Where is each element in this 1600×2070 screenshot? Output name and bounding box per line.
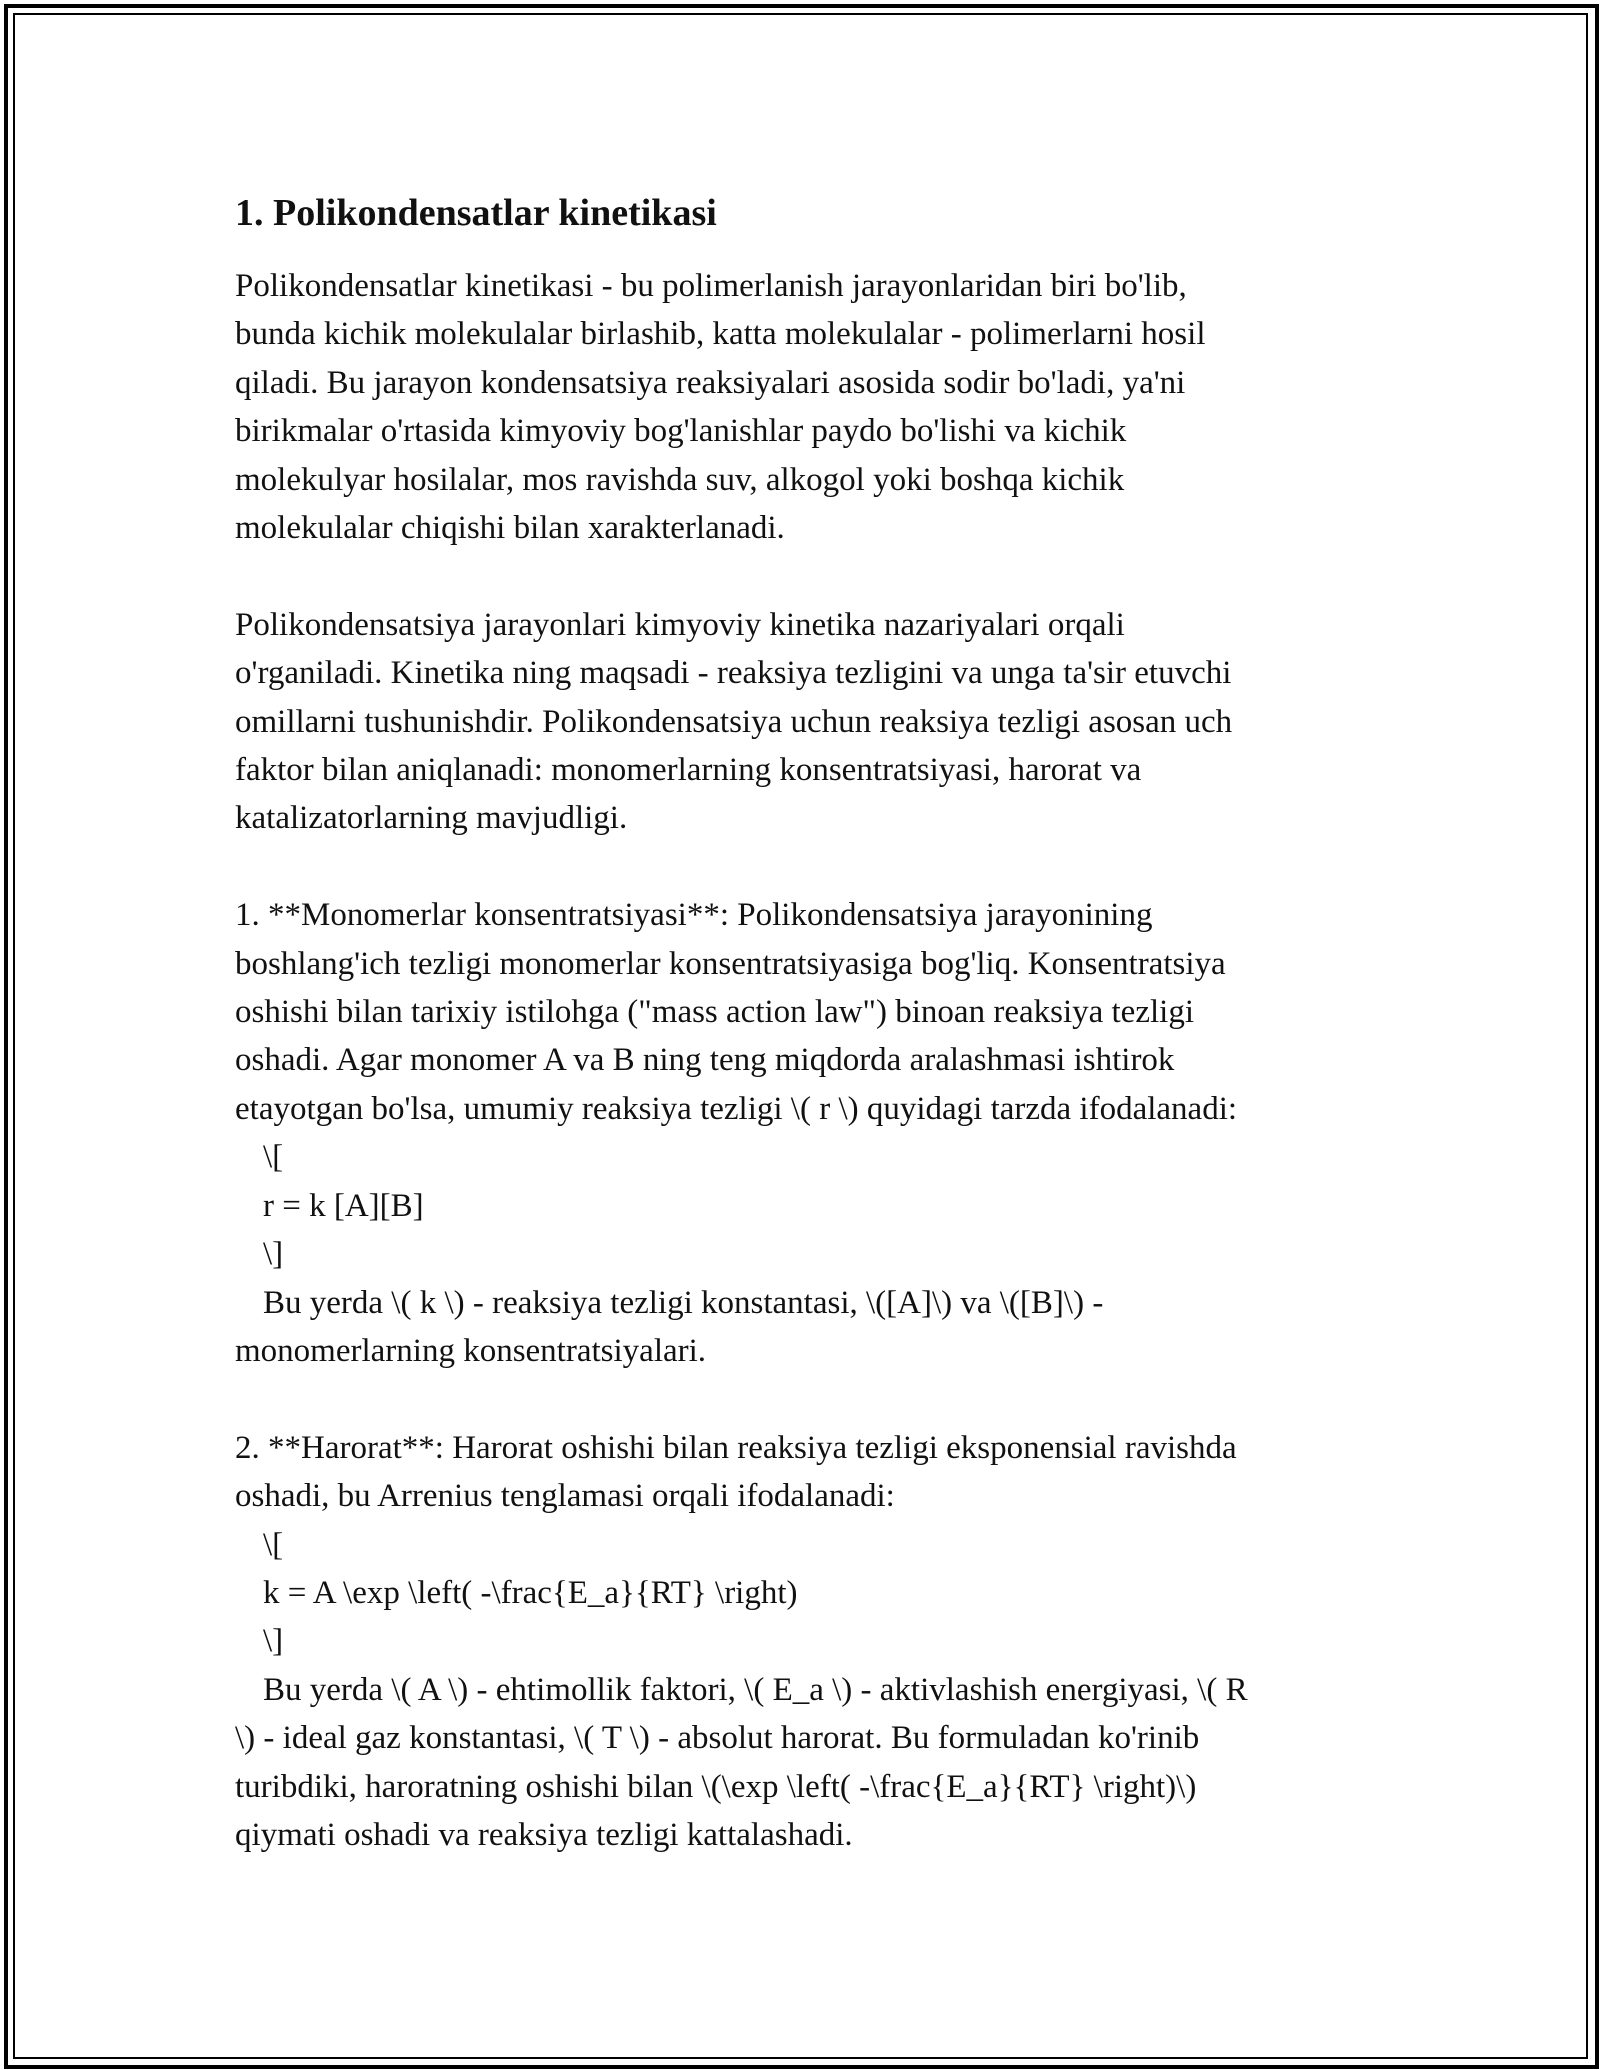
text-line: bunda kichik molekulalar birlashib, katta molekulalar - polimerlarni hosil xyxy=(235,316,1206,353)
section-heading: 1. Polikondensatlar kinetikasi xyxy=(235,192,717,234)
text-line: faktor bilan aniqlanadi: monomerlarning konsentratsiyasi, harorat va xyxy=(235,752,1142,789)
paragraph-kinetics xyxy=(235,601,1370,843)
text-line: oshadi, bu Arrenius tenglamasi orqali ifodalanadi: xyxy=(235,1478,895,1515)
paragraph-spacer xyxy=(235,552,1370,600)
text-line: oshadi. Agar monomer A va B ning teng miqdorda aralashmasi ishtirok xyxy=(235,1042,1175,1079)
text-line: \) - ideal gaz konstantasi, \( T \) - absolut harorat. Bu formuladan ko'rinib xyxy=(235,1720,1200,1757)
list-item-temperature xyxy=(235,1424,1370,1860)
text-line: qiladi. Bu jarayon kondensatsiya reaksiyalari asosida sodir bo'ladi, ya'ni xyxy=(235,364,1186,401)
list-item-concentration xyxy=(235,891,1370,1375)
text-line: Polikondensatsiya jarayonlari kimyoviy kinetika nazariyalari orqali xyxy=(235,606,1125,643)
text-line: monomerlarning konsentratsiyalari. xyxy=(235,1332,707,1369)
text-line: molekulyar hosilalar, mos ravishda suv, alkogol yoki boshqa kichik xyxy=(235,461,1125,498)
text-line: Bu yerda \( A \) - ehtimollik faktori, \( E_a \) - aktivlashish energiyasi, \( R xyxy=(263,1671,1248,1708)
text-line: Bu yerda \( k \) - reaksiya tezligi konstantasi, \([A]\) va \([B]\) - xyxy=(263,1284,1104,1321)
formula-line: r = k [A][B] xyxy=(263,1187,424,1224)
paragraph-intro xyxy=(235,262,1370,552)
formula-line: \] xyxy=(263,1623,284,1660)
text-line: katalizatorlarning mavjudligi. xyxy=(235,800,628,837)
text-line: turibdiki, haroratning oshishi bilan \(\exp \left( -\frac{E_a}{RT} \right)\) xyxy=(235,1768,1197,1805)
formula-line: \[ xyxy=(263,1139,284,1176)
document-body xyxy=(235,188,1370,1859)
text-line: etayotgan bo'lsa, umumiy reaksiya tezligi \( r \) quyidagi tarzda ifodalanadi: xyxy=(235,1090,1238,1127)
text-line: qiymati oshadi va reaksiya tezligi kattalashadi. xyxy=(235,1816,853,1853)
text-line: 1. **Monomerlar konsentratsiyasi**: Polikondensatsiya jarayonining xyxy=(235,897,1153,934)
text-line: Polikondensatlar kinetikasi - bu polimerlanish jarayonlaridan biri bo'lib, xyxy=(235,268,1187,304)
paragraph-spacer xyxy=(235,1375,1370,1423)
text-line: molekulalar chiqishi bilan xarakterlanadi. xyxy=(235,510,785,547)
formula-line: \] xyxy=(263,1236,284,1273)
text-line: birikmalar o'rtasida kimyoviy bog'lanishlar paydo bo'lishi va kichik xyxy=(235,413,1127,450)
formula-line: k = A \exp \left( -\frac{E_a}{RT} \right) xyxy=(263,1574,798,1611)
text-line: 2. **Harorat**: Harorat oshishi bilan reaksiya tezligi eksponensial ravishda xyxy=(235,1429,1237,1466)
text-line: o'rganiladi. Kinetika ning maqsadi - reaksiya tezligini va unga ta'sir etuvchi xyxy=(235,655,1232,692)
text-line: oshishi bilan tarixiy istilohga ("mass action law") binoan reaksiya tezligi xyxy=(235,994,1194,1031)
text-line: omillarni tushunishdir. Polikondensatsiya uchun reaksiya tezligi asosan uch xyxy=(235,703,1233,740)
paragraph-spacer xyxy=(235,843,1370,891)
formula-line: \[ xyxy=(263,1526,284,1563)
text-line: boshlang'ich tezligi monomerlar konsentratsiyasiga bog'liq. Konsentratsiya xyxy=(235,945,1226,982)
